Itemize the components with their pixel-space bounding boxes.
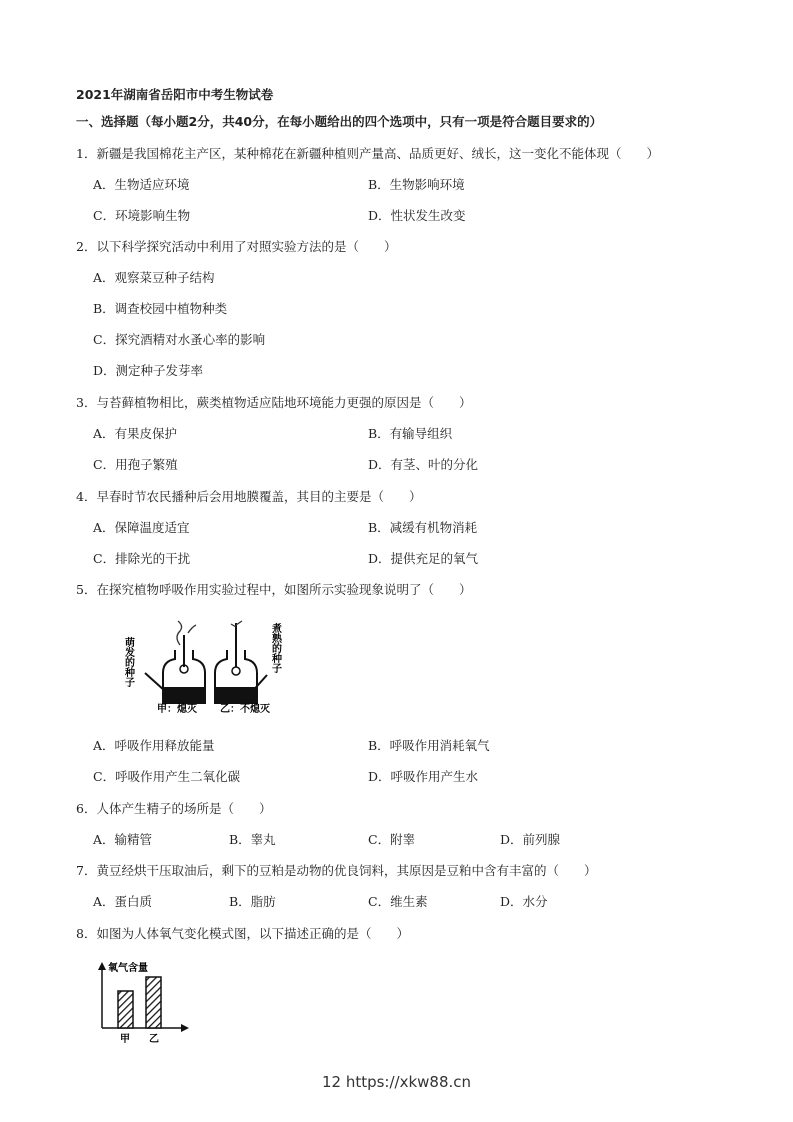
caption-yi: 乙：不熄灭 xyxy=(220,704,270,715)
option: C．环境影响生物 xyxy=(93,208,191,223)
option: B．调查校园中植物种类 xyxy=(93,301,228,316)
x-label-jia: 甲 xyxy=(120,1034,130,1045)
option: A．呼吸作用释放能量 xyxy=(93,738,215,753)
question-6: 6．人体产生精子的场所是（ ） xyxy=(76,801,272,816)
jar-yi xyxy=(215,621,267,703)
option: D．前列腺 xyxy=(500,832,561,847)
option: B．有输导组织 xyxy=(368,426,453,441)
option: D．水分 xyxy=(500,894,548,909)
option: A．保障温度适宜 xyxy=(93,520,190,535)
section-heading: 一、选择题（每小题2分，共40分，在每小题给出的四个选项中，只有一项是符合题目要求的） xyxy=(76,114,603,129)
page-title: 2021年湖南省岳阳市中考生物试卷 xyxy=(76,87,274,102)
oxygen-bar-figure xyxy=(90,958,200,1048)
option: A．输精管 xyxy=(93,832,153,847)
y-axis-label: 氧气含量 xyxy=(108,963,148,974)
option: D．性状发生改变 xyxy=(368,208,466,223)
question-3: 3．与苔藓植物相比，蕨类植物适应陆地环境能力更强的原因是（ ） xyxy=(76,395,472,410)
option: B．减缓有机物消耗 xyxy=(368,520,478,535)
option: A．观察菜豆种子结构 xyxy=(93,270,215,285)
question-4: 4．早春时节农民播种后会用地膜覆盖，其目的主要是（ ） xyxy=(76,489,422,504)
bar-yi xyxy=(146,977,161,1028)
option: C．探究酒精对水蚤心率的影响 xyxy=(93,332,266,347)
option: D．呼吸作用产生水 xyxy=(368,769,479,784)
option: D．提供充足的氧气 xyxy=(368,551,479,566)
question-7: 7．黄豆经烘干压取油后，剩下的豆粕是动物的优良饲料，其原因是豆粕中含有丰富的（ ） xyxy=(76,863,597,878)
bar-jia xyxy=(118,991,133,1028)
option: D．测定种子发芽率 xyxy=(93,363,204,378)
option: B．生物影响环境 xyxy=(368,177,465,192)
option: C．维生素 xyxy=(368,894,428,909)
option: A．生物适应环境 xyxy=(93,177,190,192)
question-8: 8．如图为人体氧气变化模式图，以下描述正确的是（ ） xyxy=(76,926,409,941)
seed-respiration-figure xyxy=(122,615,285,715)
option: C．附睾 xyxy=(368,832,416,847)
option: B．呼吸作用消耗氧气 xyxy=(368,738,490,753)
option: A．蛋白质 xyxy=(93,894,153,909)
question-5: 5．在探究植物呼吸作用实验过程中，如图所示实验现象说明了（ ） xyxy=(76,582,472,597)
option: B．脂肪 xyxy=(229,894,276,909)
option: B．睾丸 xyxy=(229,832,276,847)
question-1: 1．新疆是我国棉花主产区，某种棉花在新疆种植则产量高、品质更好、绒长，这一变化不能体现（ ） xyxy=(76,146,659,161)
option: C．呼吸作用产生二氧化碳 xyxy=(93,769,241,784)
option: C．排除光的干扰 xyxy=(93,551,191,566)
x-label-yi: 乙 xyxy=(149,1034,159,1045)
page-footer: 12 https://xkw88.cn xyxy=(321,1073,472,1091)
question-2: 2．以下科学探究活动中利用了对照实验方法的是（ ） xyxy=(76,239,397,254)
option: A．有果皮保护 xyxy=(93,426,178,441)
label-germinating-seeds: 萌发的种子 xyxy=(122,637,134,687)
option: D．有茎、叶的分化 xyxy=(368,457,479,472)
caption-jia: 甲：熄灭 xyxy=(157,704,197,715)
label-boiled-seeds: 煮熟的种子 xyxy=(269,623,281,673)
jar-jia xyxy=(145,621,205,703)
option: C．用孢子繁殖 xyxy=(93,457,178,472)
